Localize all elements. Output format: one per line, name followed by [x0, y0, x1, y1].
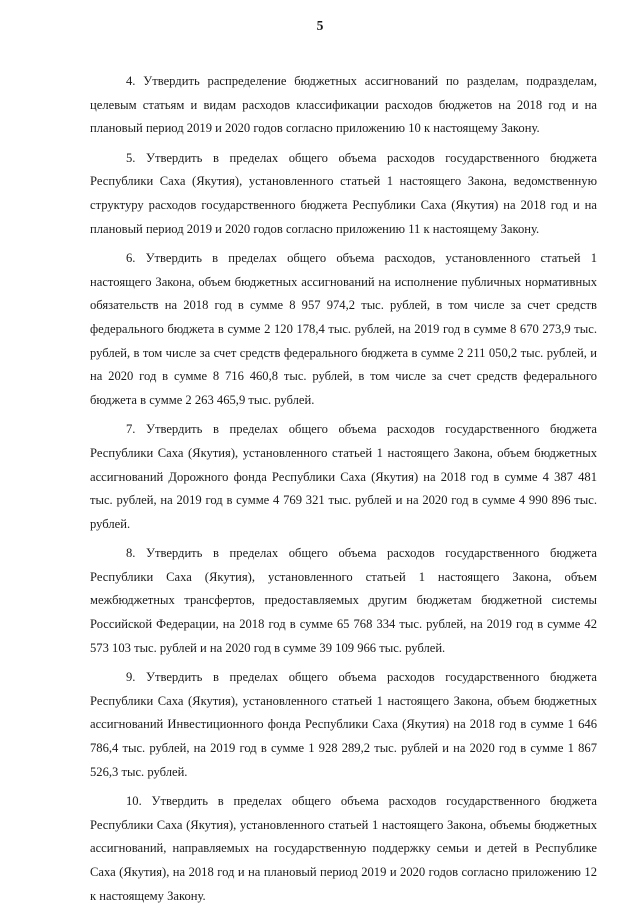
paragraph-7: 7. Утвердить в пределах общего объема расходов государственного бюджета Республики Саха (Якутия), установленного статьей 1 настоящего Закона, объем бюджетных ассигнований Дорожного фонда Республики Саха (Якутия) на 2018 год в сумме 4 387 481 тыс. рублей, на 2019 год в сумме 4 769 321 тыс. рублей и на 2020 год в сумме 4 990 896 тыс. рублей. — [90, 422, 597, 531]
paragraph-5: 5. Утвердить в пределах общего объема расходов государственного бюджета Республики Саха (Якутия), установленного статьей 1 настоящего Закона, ведомственную структуру расходов государственного бюджета Республики Саха (Якутия) на 2018 год и на плановый период 2019 и 2020 годов согласно приложению 11 к настоящему Закону. — [90, 150, 597, 236]
paragraph-4: 4. Утвердить распределение бюджетных ассигнований по разделам, подразделам, целевым статьям и видам расходов классификации расходов бюджетов на 2018 год и на плановый период 2019 и 2020 годов согласно приложению 10 к настоящему Закону. — [90, 74, 597, 136]
paragraph-6: 6. Утвердить в пределах общего объема расходов, установленного статьей 1 настоящего Закона, объем бюджетных ассигнований на исполнение публичных нормативных обязательств на 2018 год в сумме 8 957 974,2 тыс. рублей, в том числе за счет средств федерального бюджета в сумме 2 120 178,4 тыс. рублей, на 2019 год в сумме 8 670 273,9 тыс. рублей, в том числе за счет средств федерального бюджета в сумме 2 211 050,2 тыс. рублей, и на 2020 год в сумме 8 716 460,8 тыс. рублей, в том числе за счет средств федерального бюджета в сумме 2 263 465,9 тыс. рублей. — [90, 251, 597, 407]
paragraph-8: 8. Утвердить в пределах общего объема расходов государственного бюджета Республики Саха (Якутия), установленного статьей 1 настоящего Закона, объем межбюджетных трансфертов, предоставляемых другим бюджетам бюджетной системы Российской Федерации, на 2018 год в сумме 65 768 334 тыс. рублей, на 2019 год в сумме 42 573 103 тыс. рублей и на 2020 год в сумме 39 109 966 тыс. рублей. — [90, 546, 597, 655]
paragraph-9: 9. Утвердить в пределах общего объема расходов государственного бюджета Республики Саха (Якутия), установленного статьей 1 настоящего Закона, объем бюджетных ассигнований Инвестиционного фонда Республики Саха (Якутия) на 2018 год в сумме 1 646 786,4 тыс. рублей, на 2019 год в сумме 1 928 289,2 тыс. рублей и на 2020 год в сумме 1 867 526,3 тыс. рублей. — [90, 670, 597, 779]
page-number: 5 — [316, 18, 324, 33]
paragraph-10: 10. Утвердить в пределах общего объема расходов государственного бюджета Республики Саха (Якутия), установленного статьей 1 настоящего Закона, объемы бюджетных ассигнований, направляемых на государственную поддержку семьи и детей в Республике Саха (Якутия), на 2018 год и на плановый период 2019 и 2020 годов согласно приложению 12 к настоящему Закону. — [90, 794, 597, 903]
document-body — [90, 70, 597, 914]
